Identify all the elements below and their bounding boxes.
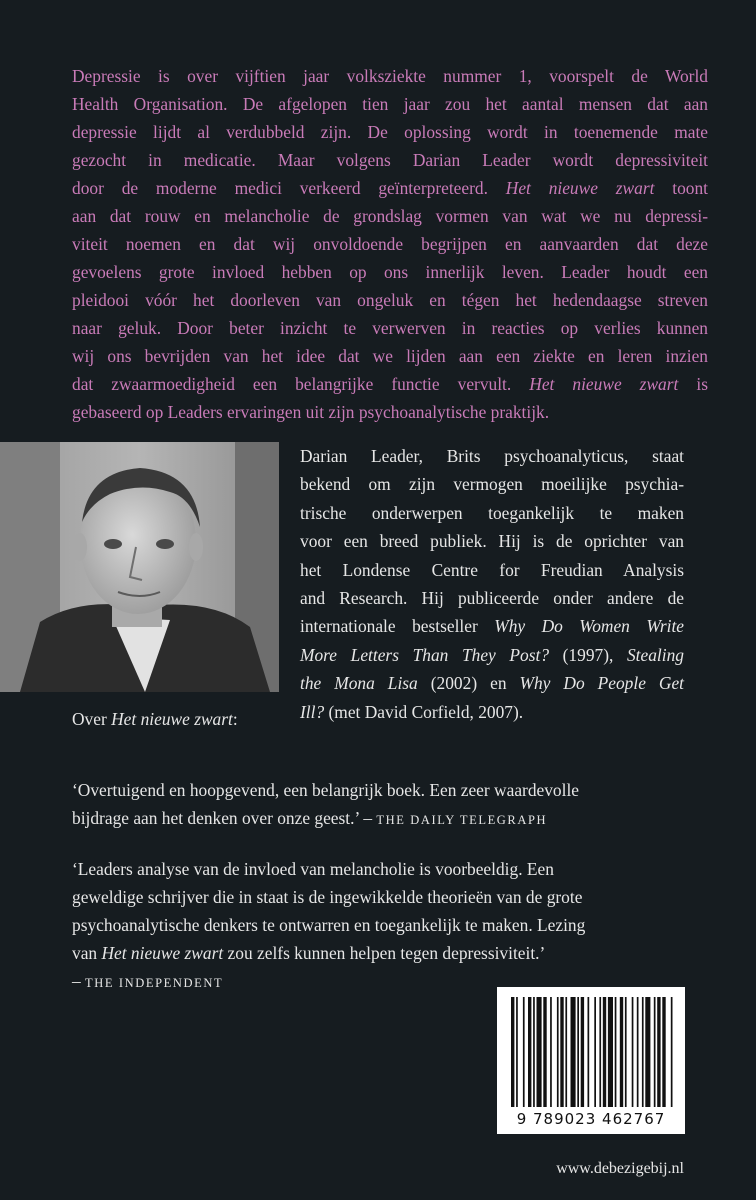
isbn-number: 9 789023 462767 <box>516 1110 666 1128</box>
barcode-bar <box>543 997 546 1107</box>
barcode-bar <box>557 997 559 1107</box>
review-quote-line <box>72 804 708 834</box>
bio-title: Stealing <box>626 644 684 665</box>
bio-text: trische onderwerpen toegankelijk te maken <box>300 502 684 523</box>
review-quote-telegraph <box>72 776 708 834</box>
reviews-heading <box>72 705 238 733</box>
bio-text: (met David Corfield, 2007). <box>324 701 524 722</box>
review-quote-text: zou zelfs kunnen helpen tegen depressiviteit.’ <box>223 943 546 963</box>
blurb-line <box>72 118 708 146</box>
blurb-line <box>72 342 708 370</box>
blurb-text: door de moderne medici verkeerd geïnterpreteerd. <box>72 178 506 198</box>
barcode-bar <box>594 997 596 1107</box>
blurb-text: gezocht in medicatie. Maar volgens Darian Leader wordt depressiviteit <box>72 150 708 170</box>
bio-line <box>300 442 684 470</box>
barcode-bar <box>632 997 634 1107</box>
bio-text: internationale bestseller <box>300 616 495 637</box>
barcode-bar <box>528 997 531 1107</box>
bio-line <box>300 612 684 640</box>
barcode-bar <box>654 997 656 1107</box>
bio-line <box>300 584 684 612</box>
blurb-title: Het nieuwe zwart <box>529 374 679 394</box>
review-quote-line: psychoanalytische denkers te ontwarren en toegankelijk te maken. Lezing <box>72 915 586 935</box>
barcode-bar <box>516 997 518 1107</box>
bio-text: (1997), <box>549 644 627 665</box>
review-quote-text: bijdrage aan het denken over onze geest.’ – <box>72 808 377 828</box>
barcode-bar <box>625 997 627 1107</box>
barcode-bar <box>642 997 644 1107</box>
reviews-heading-colon: : <box>232 709 238 729</box>
blurb-text <box>72 62 708 426</box>
barcode-bar <box>637 997 639 1107</box>
blurb-line <box>72 202 708 230</box>
isbn-barcode <box>497 987 685 1134</box>
review-source: THE DAILY TELEGRAPH <box>376 813 548 827</box>
reviews-heading-title: Het nieuwe zwart <box>111 709 233 729</box>
bio-title: Why Do People Get <box>519 673 685 694</box>
review-quote-text: van <box>72 943 102 963</box>
review-quote-line <box>72 939 708 967</box>
bio-line <box>300 698 684 726</box>
barcode-bar <box>537 997 542 1107</box>
barcode-bar <box>577 997 579 1107</box>
blurb-line <box>72 62 708 90</box>
bio-title: the Mona Lisa <box>300 673 418 694</box>
author-bio <box>300 442 684 726</box>
barcode-bar <box>588 997 590 1107</box>
blurb-line <box>72 174 708 202</box>
blurb-text: gevoelens grote invloed hebben op ons innerlijk leven. Leader houdt een <box>72 262 708 282</box>
blurb-line <box>72 398 708 426</box>
bio-text: Darian Leader, Brits psychoanalyticus, staat <box>300 446 684 466</box>
bio-line <box>300 527 684 555</box>
bio-line <box>300 470 684 498</box>
bio-text: voor een breed publiek. Hij is de oprichter van <box>300 531 684 552</box>
barcode-bar <box>662 997 665 1107</box>
blurb-text: Health Organisation. De afgelopen tien jaar zou het aantal mensen dat aan <box>72 94 708 114</box>
barcode-bar <box>657 997 660 1107</box>
blurb-line <box>72 314 708 342</box>
review-quote-independent <box>72 855 708 997</box>
barcode-bar <box>565 997 567 1107</box>
review-quote-line: ‘Overtuigend en hoopgevend, een belangrijk boek. Een zeer waardevolle <box>72 780 580 800</box>
publisher-website[interactable]: www.debezigebij.nl <box>556 1160 684 1177</box>
blurb-line <box>72 90 708 118</box>
reviews-heading-prefix: Over <box>72 709 112 729</box>
blurb-line <box>72 146 708 174</box>
blurb-text: is <box>678 374 708 394</box>
review-source: THE INDEPENDENT <box>85 976 224 990</box>
barcode-bar <box>581 997 584 1107</box>
barcode-bar <box>599 997 601 1107</box>
blurb-text: Depressie is over vijftien jaar volksziekte nummer 1, voorspelt de World <box>72 66 708 86</box>
barcode-bar <box>615 997 617 1107</box>
bio-text: (2002) en <box>417 673 520 694</box>
bio-line <box>300 669 684 697</box>
blurb-text: toont <box>654 178 708 198</box>
review-quote-title: Het nieuwe zwart <box>101 943 224 963</box>
blurb-line <box>72 258 708 286</box>
blurb-line <box>72 370 708 398</box>
blurb-text: naar geluk. Door beter inzicht te verwerven in reacties op verlies kunnen <box>72 318 708 338</box>
barcode-bar <box>571 997 576 1107</box>
author-photo <box>0 442 279 692</box>
blurb-line <box>72 230 708 258</box>
blurb-text: dat zwaarmoedigheid een belangrijke functie vervult. <box>72 374 530 394</box>
barcode-bar <box>645 997 650 1107</box>
blurb-text: wij ons bevrijden van het idee dat we lijden aan een ziekte en leren inzien <box>72 346 708 366</box>
blurb-title: Het nieuwe zwart <box>505 178 655 198</box>
bio-text: and Research. Hij publiceerde onder andere de <box>300 588 684 609</box>
blurb-line <box>72 286 708 314</box>
bio-line <box>300 556 684 584</box>
barcode-bar <box>560 997 563 1107</box>
barcode-bar <box>608 997 613 1107</box>
barcode-bar <box>523 997 525 1107</box>
blurb-text: pleidooi vóór het doorleven van ongeluk en tégen het hedendaagse streven <box>72 290 708 310</box>
blurb-text: aan dat rouw en melancholie de grondslag vormen van wat we nu depressi- <box>72 206 708 226</box>
barcode-bar <box>620 997 623 1107</box>
barcode-bar <box>603 997 606 1107</box>
barcode-bar <box>533 997 535 1107</box>
barcode-bar <box>550 997 552 1107</box>
bio-title: More Letters Than They Post? <box>300 644 550 665</box>
barcode-bar <box>671 997 673 1107</box>
bio-title: Ill? <box>300 701 325 722</box>
bio-line <box>300 641 684 669</box>
blurb-text: viteit noemen en dat wij onvoldoende begrijpen en aanvaarden dat deze <box>72 234 708 254</box>
review-quote-line: ‘Leaders analyse van de invloed van melancholie is voorbeeldig. Een <box>72 859 554 879</box>
bio-text: bekend om zijn vermogen moeilijke psychia- <box>300 474 684 495</box>
bio-text: het Londense Centre for Freudian Analysis <box>300 559 684 580</box>
bio-line <box>300 499 684 527</box>
review-source-dash: – <box>72 971 86 991</box>
blurb-text: depressie lijdt al verdubbeld zijn. De oplossing wordt in toenemende mate <box>72 122 708 142</box>
barcode-bar <box>511 997 514 1107</box>
bio-title: Why Do Women Write <box>494 616 684 637</box>
blurb-text: gebaseerd op Leaders ervaringen uit zijn psychoanalytische praktijk. <box>72 402 550 422</box>
review-quote-line: geweldige schrijver die in staat is de ingewikkelde theorieën van de grote <box>72 887 583 907</box>
